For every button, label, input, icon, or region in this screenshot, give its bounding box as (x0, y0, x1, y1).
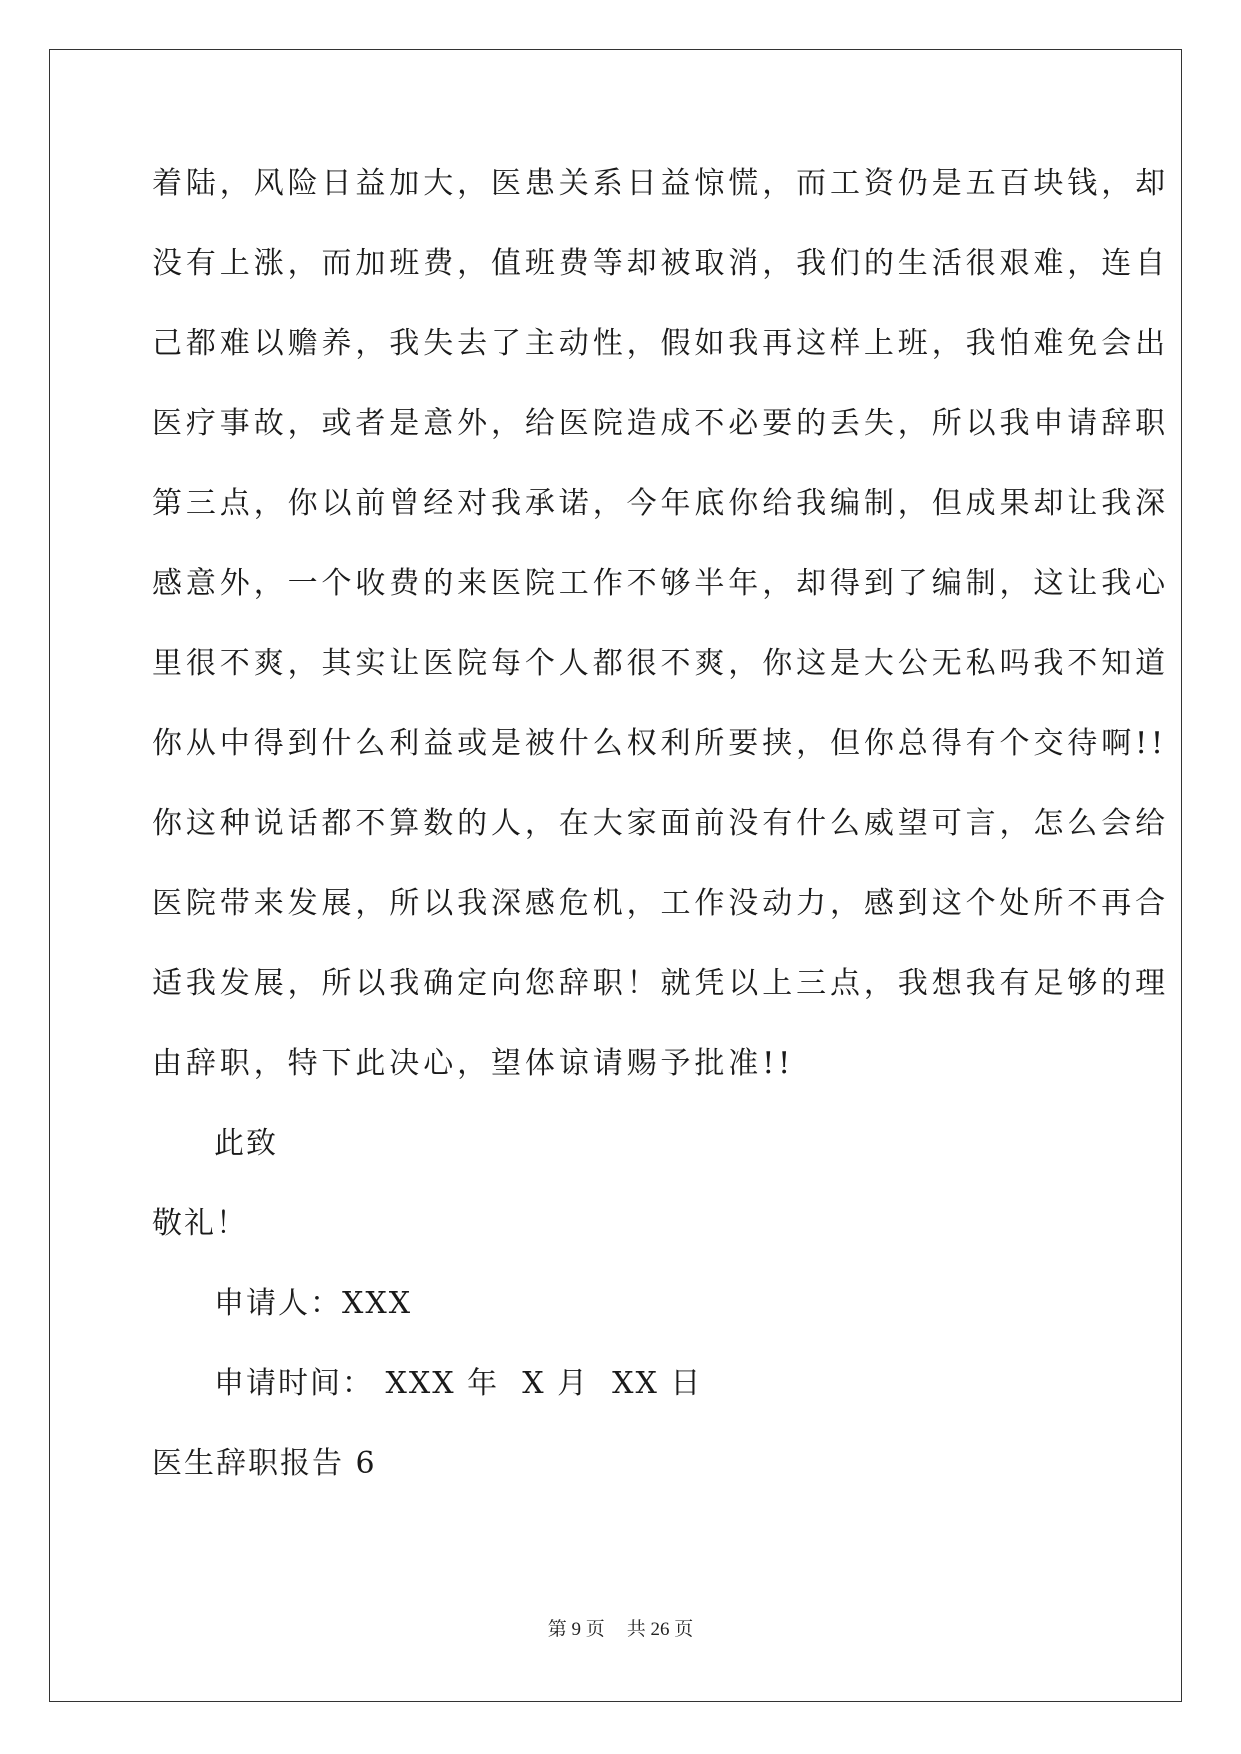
body-line: 适我发展，所以我确定向您辞职！就凭以上三点，我想我有足够的理 (152, 966, 1169, 1001)
body-line: 己都难以赡养，我失去了主动性，假如我再这样上班，我怕难免会出 (152, 326, 1169, 361)
body-line: 你这种说话都不算数的人，在大家面前没有什么威望可言，怎么会给 (152, 806, 1169, 841)
closing-phrase: 此致 (214, 1126, 278, 1161)
page-footer (0, 1614, 1241, 1641)
body-line: 没有上涨，而加班费，值班费等却被取消，我们的生活很艰难，连自 (152, 246, 1169, 281)
body-line: 里很不爽，其实让医院每个人都很不爽，你这是大公无私吗我不知道 (152, 646, 1169, 681)
apply-date-line: 申请时间： XXX 年 X 月 XX 日 (214, 1366, 703, 1401)
page-number: 第 9 页 (547, 1619, 605, 1640)
body-line: 由辞职，特下此决心，望体谅请赐予批准!! (152, 1046, 795, 1081)
next-report-heading: 医生辞职报告 6 (152, 1446, 377, 1481)
applicant-line: 申请人：XXX (214, 1286, 413, 1321)
letter-body (152, 160, 1169, 1520)
total-pages: 共 26 页 (626, 1619, 694, 1640)
body-line: 感意外，一个收费的来医院工作不够半年，却得到了编制，这让我心 (152, 566, 1169, 601)
salutation: 敬礼！ (152, 1206, 248, 1241)
body-line: 医院带来发展，所以我深感危机，工作没动力，感到这个处所不再合 (152, 886, 1169, 921)
body-line: 着陆，风险日益加大，医患关系日益惊慌，而工资仍是五百块钱，却 (152, 166, 1169, 201)
body-line: 医疗事故，或者是意外，给医院造成不必要的丢失，所以我申请辞职 (152, 406, 1169, 441)
body-line: 你从中得到什么利益或是被什么权利所要挟，但你总得有个交待啊!! (152, 726, 1168, 761)
body-line: 第三点，你以前曾经对我承诺，今年底你给我编制，但成果却让我深 (152, 486, 1169, 521)
